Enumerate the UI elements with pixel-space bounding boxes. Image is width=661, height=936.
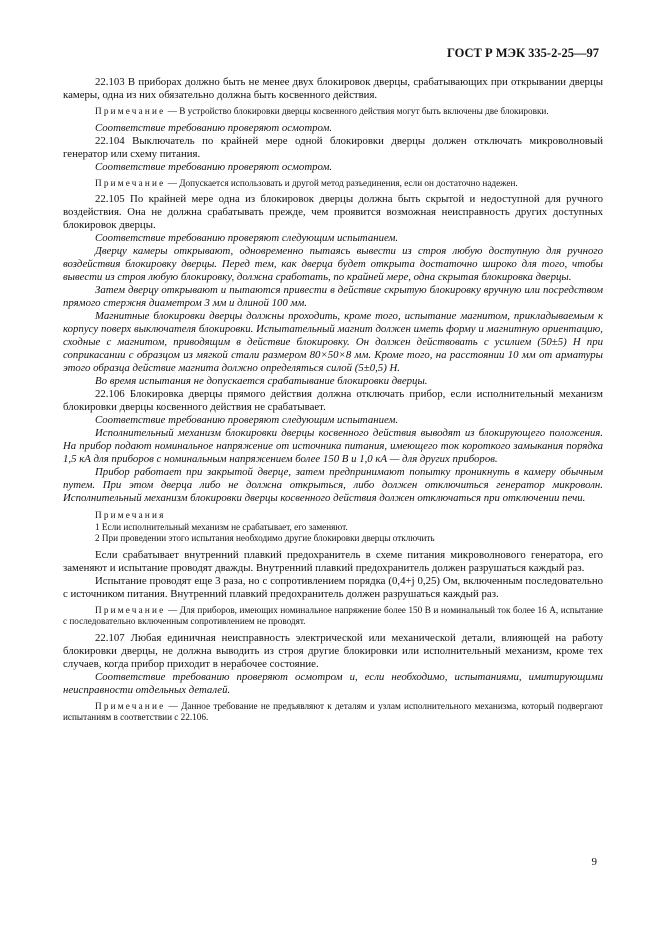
standard-header: ГОСТ Р МЭК 335-2-25—97 (446, 46, 599, 60)
compliance-text: Соответствие требованию проверяют следующим испытанием. (95, 414, 399, 426)
compliance-text: Соответствие требованию проверяют следующим испытанием. (95, 232, 399, 244)
note-label: Примечание (95, 106, 166, 116)
compliance-text: Соответствие требованию проверяют осмотром. (95, 160, 333, 173)
note-3 (63, 605, 603, 628)
note-text: — Для приборов, имеющих номинальное напряжение более 150 В и номинальный ток более 16 А, испытание с последовательно включенным сопротивлением не проводят. (63, 604, 603, 626)
test-procedure: Затем дверцу открывают и пытаются привести в действие скрытую блокировку вручную или посредством прямого стержня диаметром 3 мм и длиной 100 мм. (63, 284, 603, 309)
clause-22-103: 22.103 В приборах должно быть не менее двух блокировок дверцы, срабатывающих при открывании дверцы камеры, одна из них обязательно должна быть косвенного действия. (63, 76, 603, 101)
note-item: 1 Если исполнительный механизм не срабатывает, его заменяют. (95, 521, 348, 532)
test-procedure: Прибор работает при закрытой дверце, затем предпринимают попытку проникнуть в камеру обычным путем. При этом дверца либо не должна открыться, либо должен отключиться генератор микроволн. Исполнительный механизм блокировки дверцы косвенного действия должен отключаться при отключении печи. (63, 466, 603, 504)
note-text: — Допускается использовать и другой метод разъединения, если он достаточно надежен. (165, 177, 518, 188)
clause-22-105: 22.105 По крайней мере одна из блокировок дверцы должна быть скрытой и недоступной для ручного воздействия. Она не должна срабатывать прежде, чем проявится возможная неисправность других доступных блокировок дверцы. (63, 193, 603, 231)
body-paragraph: Если срабатывает внутренний плавкий предохранитель в схеме питания микроволнового генератора, его заменяют и испытание проводят дважды. Внутренний плавкий предохранитель должен разрушаться каждый раз. (63, 548, 603, 574)
note-2 (63, 178, 603, 190)
note-label: Примечание (95, 177, 166, 188)
test-procedure: Исполнительный механизм блокировки дверцы косвенного действия выводят из блокирующего положения. На прибор подают номинальное напряжение от источника питания, имеющего ток короткого замыкания порядка 1,5 кА для приборов с номинальным напряжением более 150 В и 1,0 кА — для других приборов. (63, 427, 603, 465)
clause-22-106: 22.106 Блокировка дверцы прямого действия должна отключать прибор, если исполнительный механизм блокировки дверцы косвенного действия не срабатывает. (63, 388, 603, 413)
note-1 (63, 106, 603, 118)
test-procedure: Магнитные блокировки дверцы должны проходить, кроме того, испытание магнитом, прикладываемым к корпусу поверх выключателя блокировки. Испытательный магнит должен иметь форму и магнитную ориентацию, сходные с магнитом, приводящим в действие блокировку. Он должен действовать с усилием (50±5) Н при соприкасании с образцом из мягкой стали размером 80×50×8 мм. Кроме того, на расстоянии 10 мм от арматуры этого образца действие магнита должно определяться силой (5±0,5) Н. (63, 310, 603, 374)
note-text: — Данное требование не предъявляют к деталям и узлам исполнительного механизма, который подвергают испытаниям в соответствии с 22.106. (63, 700, 603, 722)
compliance-text: Соответствие требованию проверяют осмотром. (95, 121, 333, 134)
clause-22-107: 22.107 Любая единичная неисправность электрической или механической детали, влияющей на работу блокировки дверцы, не должна выводить из строя другие блокировки или исполнительный механизм, кроме тех случаев, когда прибор приходит в нерабочее состояние. (63, 631, 603, 670)
test-procedure: Дверцу камеры открывают, одновременно пытаясь вывести из строя любую доступную для ручного воздействия блокировку дверцы. Перед тем, как дверца будет открыта достаточно широко для того, чтобы вывести из строя любую блокировку, должна сработать, по крайней мере, одна скрытая блокировка дверцы. (63, 245, 603, 283)
clause-22-104: 22.104 Выключатель по крайней мере одной блокировки дверцы должен отключать микроволновый генератор или схему питания. (63, 134, 603, 160)
note-4 (63, 701, 603, 724)
notes-heading: Примечания (95, 510, 166, 520)
note-label: Примечание (95, 700, 166, 711)
note-text: — В устройство блокировки дверцы косвенного действия могут быть включены две блокировки. (165, 106, 549, 116)
page-number: 9 (591, 856, 597, 868)
test-procedure: Во время испытания не допускается срабатывание блокировки дверцы. (95, 375, 428, 387)
note-item: 2 При проведении этого испытания необходимо другие блокировки дверцы отключить (95, 533, 435, 543)
compliance-text: Соответствие требованию проверяют осмотром и, если необходимо, испытаниями, имитирующими неисправности отдельных деталей. (63, 670, 603, 696)
page-content (63, 76, 603, 728)
note-label: Примечание (95, 604, 166, 615)
body-paragraph: Испытание проводят еще 3 раза, но с сопротивлением порядка (0,4+j 0,25) Ом, включенным последовательно с источником питания. Внутренний плавкий предохранитель должен разрушаться каждый раз. (63, 574, 603, 600)
